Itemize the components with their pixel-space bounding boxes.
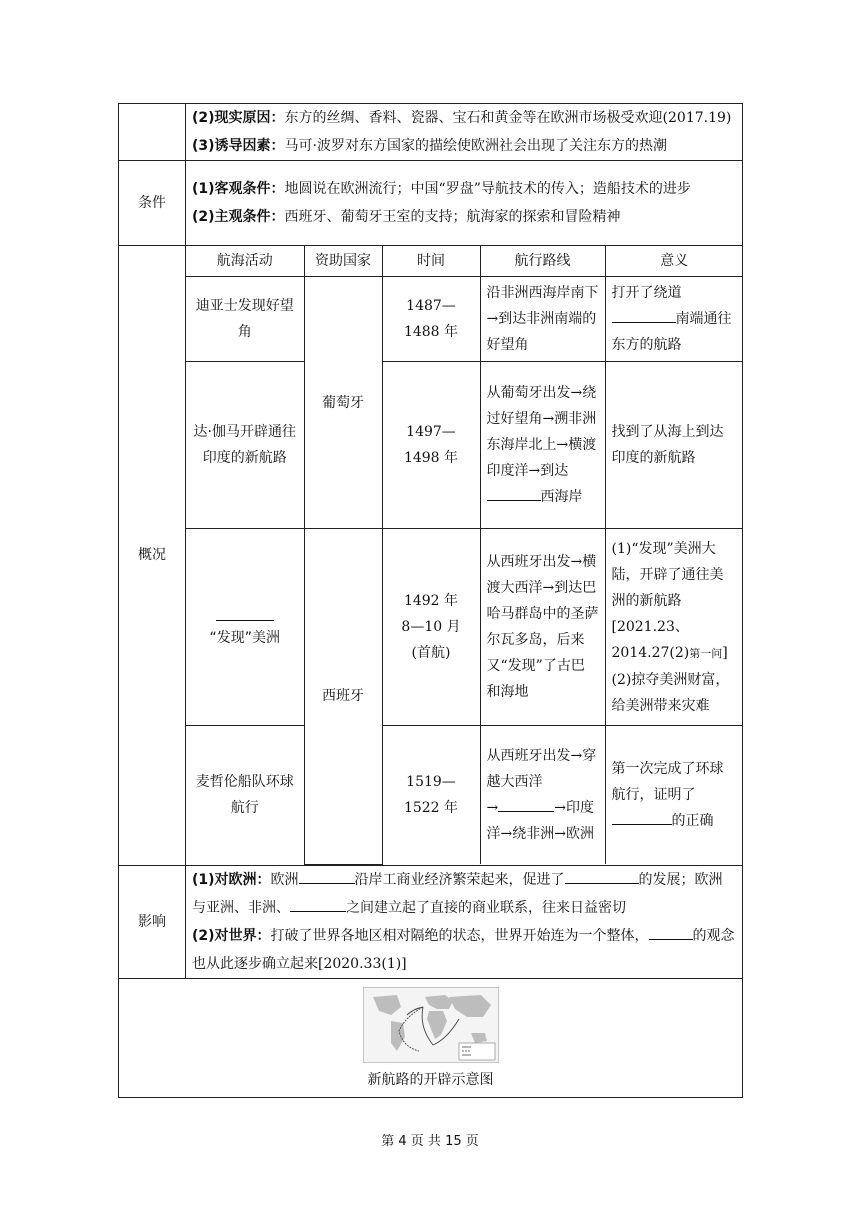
header-meaning: 意义 <box>605 246 743 277</box>
dias-route: 沿非洲西海岸南下→到达非洲南端的好望角 <box>480 277 605 362</box>
reasons-line-3: (3)诱导因素：马可·波罗对东方国家的描绘使欧洲社会出现了关注东方的热潮 <box>192 138 667 154</box>
country-spain: 西班牙 <box>304 529 382 865</box>
fill-blank <box>216 604 274 621</box>
fill-blank <box>649 923 693 940</box>
conditions-line-2: (2)主观条件：西班牙、葡萄牙王室的支持；航海家的探索和冒险精神 <box>192 209 621 225</box>
voyages-header-row <box>186 246 743 277</box>
reasons-label-cell <box>119 104 186 161</box>
columbus-time: 1492 年 8—10 月 (首航) <box>382 529 480 726</box>
voyage-row-gama <box>186 362 743 529</box>
gama-meaning: 找到了从海上到达印度的新航路 <box>605 362 743 529</box>
conditions-label: 条件 <box>119 161 186 246</box>
header-country: 资助国家 <box>304 246 382 277</box>
impact-row <box>119 865 743 978</box>
fill-blank <box>612 306 676 323</box>
overview-label: 概况 <box>119 246 186 866</box>
header-time: 时间 <box>382 246 480 277</box>
magellan-meaning: 第一次完成了环球航行，证明了的正确 <box>605 726 743 865</box>
voyage-row-magellan <box>186 726 743 865</box>
map-cell <box>119 978 743 1097</box>
columbus-meaning: (1)“发现”美洲大陆，开辟了通往美洲的新航路 [2021.23、 2014.27(2)第一问] (2)掠夺美洲财富，给美洲带来灾难 <box>605 529 743 726</box>
fill-blank <box>487 484 541 501</box>
header-activity: 航海活动 <box>186 246 304 277</box>
columbus-route: 从西班牙出发→横渡大西洋→到达巴哈马群岛中的圣萨尔瓦多岛，后来又“发现”了古巴和海地 <box>480 529 605 726</box>
current-page-number: 4 <box>398 1134 407 1149</box>
map-caption: 新航路的开辟示意图 <box>367 1071 494 1088</box>
voyage-row-columbus <box>186 529 743 726</box>
dias-meaning: 打开了绕道南端通往东方的航路 <box>605 277 743 362</box>
impact-world: (2)对世界：打破了世界各地区相对隔绝的状态，世界开始连为一个整体， 的观念也从此逐步确立起来[2020.33(1)] <box>192 922 736 978</box>
columbus-activity: “发现”美洲 <box>186 529 304 726</box>
gama-route: 从葡萄牙出发→绕过好望角→溯非洲东海岸北上→横渡印度洋→到达西海岸 <box>480 362 605 529</box>
dias-activity: 迪亚士发现好望角 <box>186 277 304 362</box>
dias-time: 1487—1488 年 <box>382 277 480 362</box>
impact-content <box>186 865 743 978</box>
magellan-activity: 麦哲伦船队环球航行 <box>186 726 304 865</box>
page-footer: 第 4 页 共 15 页 <box>381 1134 479 1149</box>
impact-europe: (1)对欧洲：欧洲 沿岸工商业经济繁荣起来，促进了 的发展；欧洲与亚洲、非洲、 之间建立起了直接的商业联系，往来日益密切 <box>192 866 736 922</box>
conditions-row <box>119 161 743 246</box>
knowledge-table <box>118 103 743 1098</box>
fill-blank <box>299 867 355 884</box>
fill-blank <box>498 795 554 812</box>
gama-activity: 达·伽马开辟通往印度的新航路 <box>186 362 304 529</box>
map-row <box>119 978 743 1097</box>
total-pages: 15 <box>445 1134 462 1149</box>
conditions-content <box>186 161 743 246</box>
world-map-image <box>363 987 499 1063</box>
reasons-row <box>119 104 743 161</box>
voyage-row-dias <box>186 277 743 362</box>
overview-row <box>119 246 743 866</box>
fill-blank <box>565 867 639 884</box>
reasons-content <box>186 104 743 161</box>
gama-time: 1497—1498 年 <box>382 362 480 529</box>
magellan-route: 从西班牙出发→穿越大西洋 → →印度洋→绕非洲→欧洲 <box>480 726 605 865</box>
conditions-line-1: (1)客观条件：地圆说在欧洲流行；中国“罗盘”导航技术的传入；造船技术的进步 <box>192 181 691 197</box>
overview-content <box>186 246 743 866</box>
impact-label: 影响 <box>119 865 186 978</box>
reasons-line-2: (2)现实原因：东方的丝绸、香料、瓷器、宝石和黄金等在欧洲市场极受欢迎(2017.19) <box>192 110 732 126</box>
header-route: 航行路线 <box>480 246 605 277</box>
magellan-time: 1519—1522 年 <box>382 726 480 865</box>
voyages-table <box>186 246 743 865</box>
fill-blank <box>290 895 346 912</box>
fill-blank <box>612 808 672 825</box>
country-portugal: 葡萄牙 <box>304 277 382 529</box>
